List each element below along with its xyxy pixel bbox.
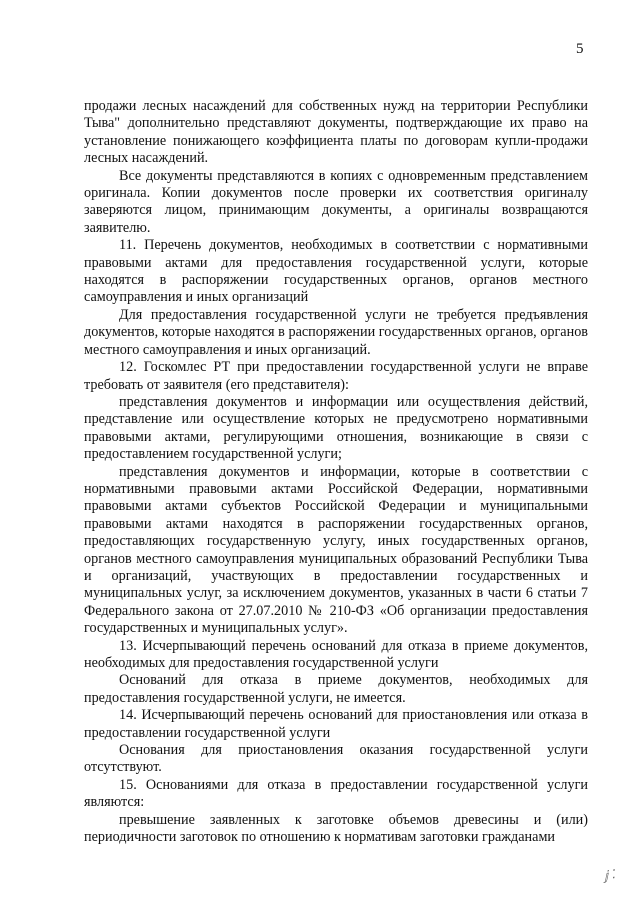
page-number: 5 xyxy=(576,41,584,57)
paragraph: Для предоставления государственной услуги не требуется предъявления документов, которые находятся в распоряжении государственных органов, органов местного самоуправления и иных организаций. xyxy=(84,306,588,358)
paragraph: продажи лесных насаждений для собственных нужд на территории Республики Тыва" дополнительно представляют документы, подтверждающие их право на установление понижающего коэффициента платы по договорам купли-продажи лесных насаждений. xyxy=(84,98,588,167)
handwritten-mark: ⅉ ⁚ xyxy=(602,867,617,884)
paragraph: Основания для приостановления оказания государственной услуги отсутствуют. xyxy=(84,742,588,776)
paragraph: 15. Основаниями для отказа в предоставлении государственной услуги являются: xyxy=(84,776,588,811)
paragraph: 11. Перечень документов, необходимых в соответствии с нормативными правовыми актами для предоставления государственной услуги, которые находятся в распоряжении государственных органов, органов местного самоуправления и иных организаций xyxy=(84,237,588,306)
document-body xyxy=(84,98,588,846)
paragraph: представления документов и информации, которые в соответствии с нормативными правовыми актами Российской Федерации, нормативными правовыми актами субъектов Российской Федерации и муниципальными правовыми актами находятся в распоряжении государственных органов, предоставляющих государственную услугу, иных государственных органов, органов местного самоуправления муниципальных образований Республики Тыва и организаций, участвующих в предоставлении государственных и муниципальных услуг, за исключением документов, указанных в части 6 статьи 7 Федерального закона от 27.07.2010 № 210-ФЗ «Об организации предоставления государственных и муниципальных услуг». xyxy=(84,463,588,637)
paragraph: Все документы представляются в копиях с одновременным представлением оригинала. Копии документов после проверки их соответствия оригиналу заверяются лицом, принимающим документы, а оригиналы возвращаются заявителю. xyxy=(84,167,588,236)
paragraph: превышение заявленных к заготовке объемов древесины и (или) периодичности заготовок по отношению к нормативам заготовки гражданами xyxy=(84,811,588,846)
paragraph: представления документов и информации или осуществления действий, представление или осуществление которых не предусмотрено нормативными правовыми актами, регулирующими отношения, возникающие в связи с предоставлением государственной услуги; xyxy=(84,393,588,463)
paragraph: 13. Исчерпывающий перечень оснований для отказа в приеме документов, необходимых для предоставления государственной услуги xyxy=(84,637,588,671)
paragraph: Оснований для отказа в приеме документов, необходимых для предоставления государственной услуги, не имеется. xyxy=(84,672,588,706)
paragraph: 14. Исчерпывающий перечень оснований для приостановления или отказа в предоставлении государственной услуги xyxy=(84,707,588,741)
paragraph: 12. Госкомлес РТ при предоставлении государственной услуги не вправе требовать от заявителя (его представителя): xyxy=(84,359,588,393)
